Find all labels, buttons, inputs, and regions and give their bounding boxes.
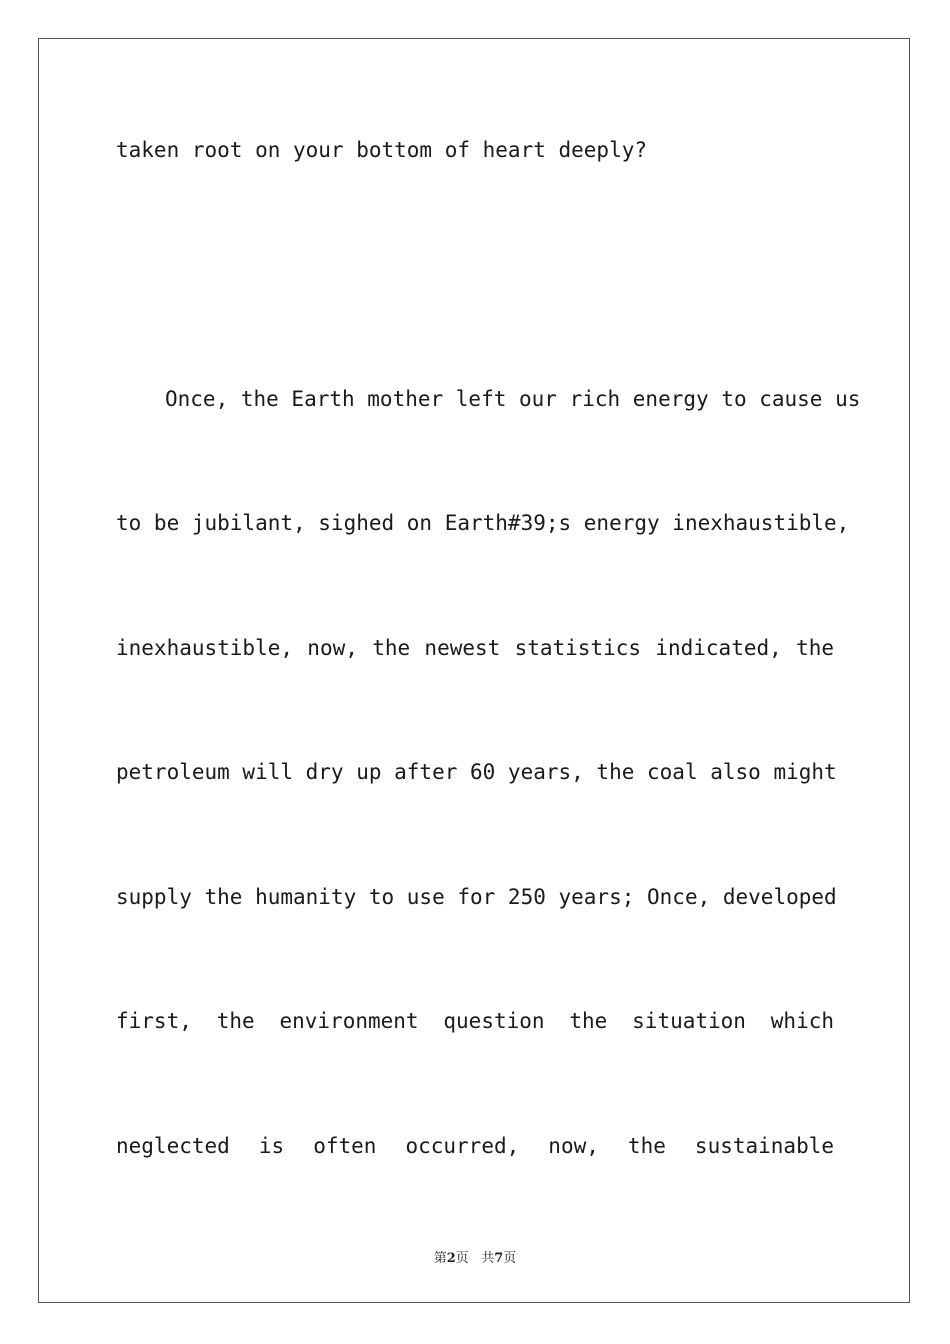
footer-prefix: 第: [433, 1251, 447, 1266]
page-border: [38, 38, 910, 1303]
text-line-4: inexhaustible, now, the newest statistics indicated, the: [116, 636, 834, 660]
footer-total-pages: 7: [494, 1251, 504, 1266]
text-line-7: first, the environment question the situation which: [116, 1009, 834, 1033]
text-line-8: neglected is often occurred, now, the sustainable: [116, 1134, 834, 1158]
text-line-3: to be jubilant, sighed on Earth#39;s energy inexhaustible,: [116, 511, 850, 535]
page-footer: [0, 1247, 950, 1266]
footer-total-unit: 页: [503, 1251, 517, 1266]
text-line-5: petroleum will dry up after 60 years, the coal also might: [116, 760, 837, 784]
text-line-6: supply the humanity to use for 250 years; Once, developed: [116, 885, 837, 909]
footer-page-unit: 页: [455, 1251, 469, 1266]
footer-current-page: 2: [446, 1251, 456, 1266]
text-line-2: Once, the Earth mother left our rich energy to cause us: [165, 387, 861, 411]
footer-total-prefix: 共: [481, 1251, 495, 1266]
text-line-1: taken root on your bottom of heart deeply?: [116, 138, 648, 162]
